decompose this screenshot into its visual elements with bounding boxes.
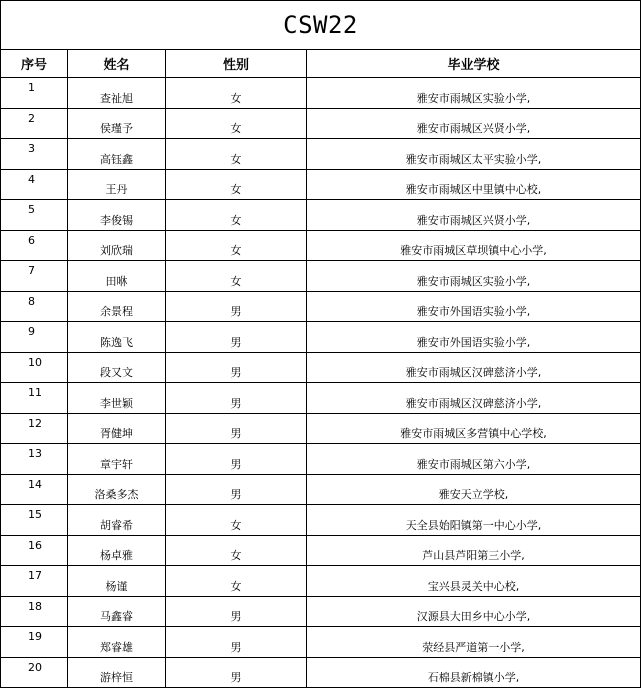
cell-name: 郑睿雄 (68, 627, 166, 658)
cell-gender: 男 (166, 657, 307, 688)
cell-school: 芦山县芦阳第三小学, (307, 535, 641, 566)
cell-name: 田咻 (68, 261, 166, 292)
cell-no: 6 (1, 230, 68, 261)
cell-gender: 男 (166, 596, 307, 627)
cell-no: 15 (1, 505, 68, 536)
cell-name: 马鑫睿 (68, 596, 166, 627)
cell-gender: 女 (166, 139, 307, 170)
cell-school: 宝兴县灵关中心校, (307, 566, 641, 597)
header-no: 序号 (1, 50, 68, 78)
table-row (1, 413, 641, 444)
table-row (1, 108, 641, 139)
table-row (1, 352, 641, 383)
cell-name: 游梓恒 (68, 657, 166, 688)
cell-name: 杨谨 (68, 566, 166, 597)
cell-school: 雅安天立学校, (307, 474, 641, 505)
cell-name: 洛桑多杰 (68, 474, 166, 505)
cell-school: 雅安市雨城区兴贤小学, (307, 200, 641, 231)
cell-name: 刘欣瑞 (68, 230, 166, 261)
cell-no: 18 (1, 596, 68, 627)
cell-name: 查祉旭 (68, 78, 166, 109)
cell-name: 章宇轩 (68, 444, 166, 475)
cell-no: 13 (1, 444, 68, 475)
cell-name: 王丹 (68, 169, 166, 200)
table-row (1, 291, 641, 322)
table-title: CSW22 (1, 1, 641, 50)
cell-no: 12 (1, 413, 68, 444)
cell-no: 16 (1, 535, 68, 566)
cell-gender: 男 (166, 352, 307, 383)
cell-school: 雅安市外国语实验小学, (307, 291, 641, 322)
table-row (1, 474, 641, 505)
cell-school: 天全县始阳镇第一中心小学, (307, 505, 641, 536)
cell-gender: 女 (166, 505, 307, 536)
cell-school: 雅安市雨城区汉碑慈济小学, (307, 352, 641, 383)
table-row (1, 78, 641, 109)
cell-gender: 女 (166, 261, 307, 292)
cell-school: 雅安市雨城区汉碑慈济小学, (307, 383, 641, 414)
table-row (1, 322, 641, 353)
cell-gender: 男 (166, 627, 307, 658)
cell-gender: 男 (166, 474, 307, 505)
cell-school: 雅安市雨城区兴贤小学, (307, 108, 641, 139)
cell-no: 2 (1, 108, 68, 139)
table-row (1, 505, 641, 536)
cell-school: 雅安市外国语实验小学, (307, 322, 641, 353)
cell-no: 1 (1, 78, 68, 109)
cell-school: 荥经县严道第一小学, (307, 627, 641, 658)
cell-gender: 女 (166, 566, 307, 597)
cell-school: 雅安市雨城区多营镇中心学校, (307, 413, 641, 444)
table-row (1, 444, 641, 475)
cell-name: 余景程 (68, 291, 166, 322)
cell-name: 陈逸飞 (68, 322, 166, 353)
header-row (1, 50, 641, 78)
cell-gender: 女 (166, 230, 307, 261)
cell-name: 李俊锡 (68, 200, 166, 231)
table-row (1, 261, 641, 292)
cell-no: 11 (1, 383, 68, 414)
table-row (1, 566, 641, 597)
header-name: 姓名 (68, 50, 166, 78)
cell-no: 10 (1, 352, 68, 383)
cell-no: 20 (1, 657, 68, 688)
cell-school: 雅安市雨城区太平实验小学, (307, 139, 641, 170)
cell-school: 雅安市雨城区实验小学, (307, 261, 641, 292)
cell-name: 胡睿希 (68, 505, 166, 536)
cell-gender: 男 (166, 444, 307, 475)
cell-no: 7 (1, 261, 68, 292)
cell-no: 14 (1, 474, 68, 505)
cell-gender: 女 (166, 78, 307, 109)
table-row (1, 596, 641, 627)
table-row (1, 535, 641, 566)
cell-no: 5 (1, 200, 68, 231)
cell-name: 杨卓雅 (68, 535, 166, 566)
cell-gender: 女 (166, 169, 307, 200)
cell-school: 雅安市雨城区第六小学, (307, 444, 641, 475)
header-gender: 性别 (166, 50, 307, 78)
cell-gender: 女 (166, 108, 307, 139)
cell-name: 胥健坤 (68, 413, 166, 444)
cell-no: 4 (1, 169, 68, 200)
table-row (1, 169, 641, 200)
cell-gender: 男 (166, 383, 307, 414)
table-row (1, 139, 641, 170)
cell-name: 侯瑾予 (68, 108, 166, 139)
cell-school: 雅安市雨城区草坝镇中心小学, (307, 230, 641, 261)
title-row (1, 1, 641, 50)
table-row (1, 200, 641, 231)
table-row (1, 627, 641, 658)
cell-school: 雅安市雨城区实验小学, (307, 78, 641, 109)
cell-name: 李世颖 (68, 383, 166, 414)
cell-name: 高钰鑫 (68, 139, 166, 170)
header-school: 毕业学校 (307, 50, 641, 78)
cell-gender: 女 (166, 200, 307, 231)
cell-school: 汉源县大田乡中心小学, (307, 596, 641, 627)
cell-no: 9 (1, 322, 68, 353)
cell-school: 石棉县新棉镇小学, (307, 657, 641, 688)
cell-no: 19 (1, 627, 68, 658)
cell-no: 8 (1, 291, 68, 322)
cell-gender: 男 (166, 291, 307, 322)
table-row (1, 383, 641, 414)
cell-school: 雅安市雨城区中里镇中心校, (307, 169, 641, 200)
cell-no: 17 (1, 566, 68, 597)
table-row (1, 657, 641, 688)
cell-no: 3 (1, 139, 68, 170)
cell-name: 段又文 (68, 352, 166, 383)
cell-gender: 男 (166, 413, 307, 444)
cell-gender: 男 (166, 322, 307, 353)
cell-gender: 女 (166, 535, 307, 566)
table-row (1, 230, 641, 261)
